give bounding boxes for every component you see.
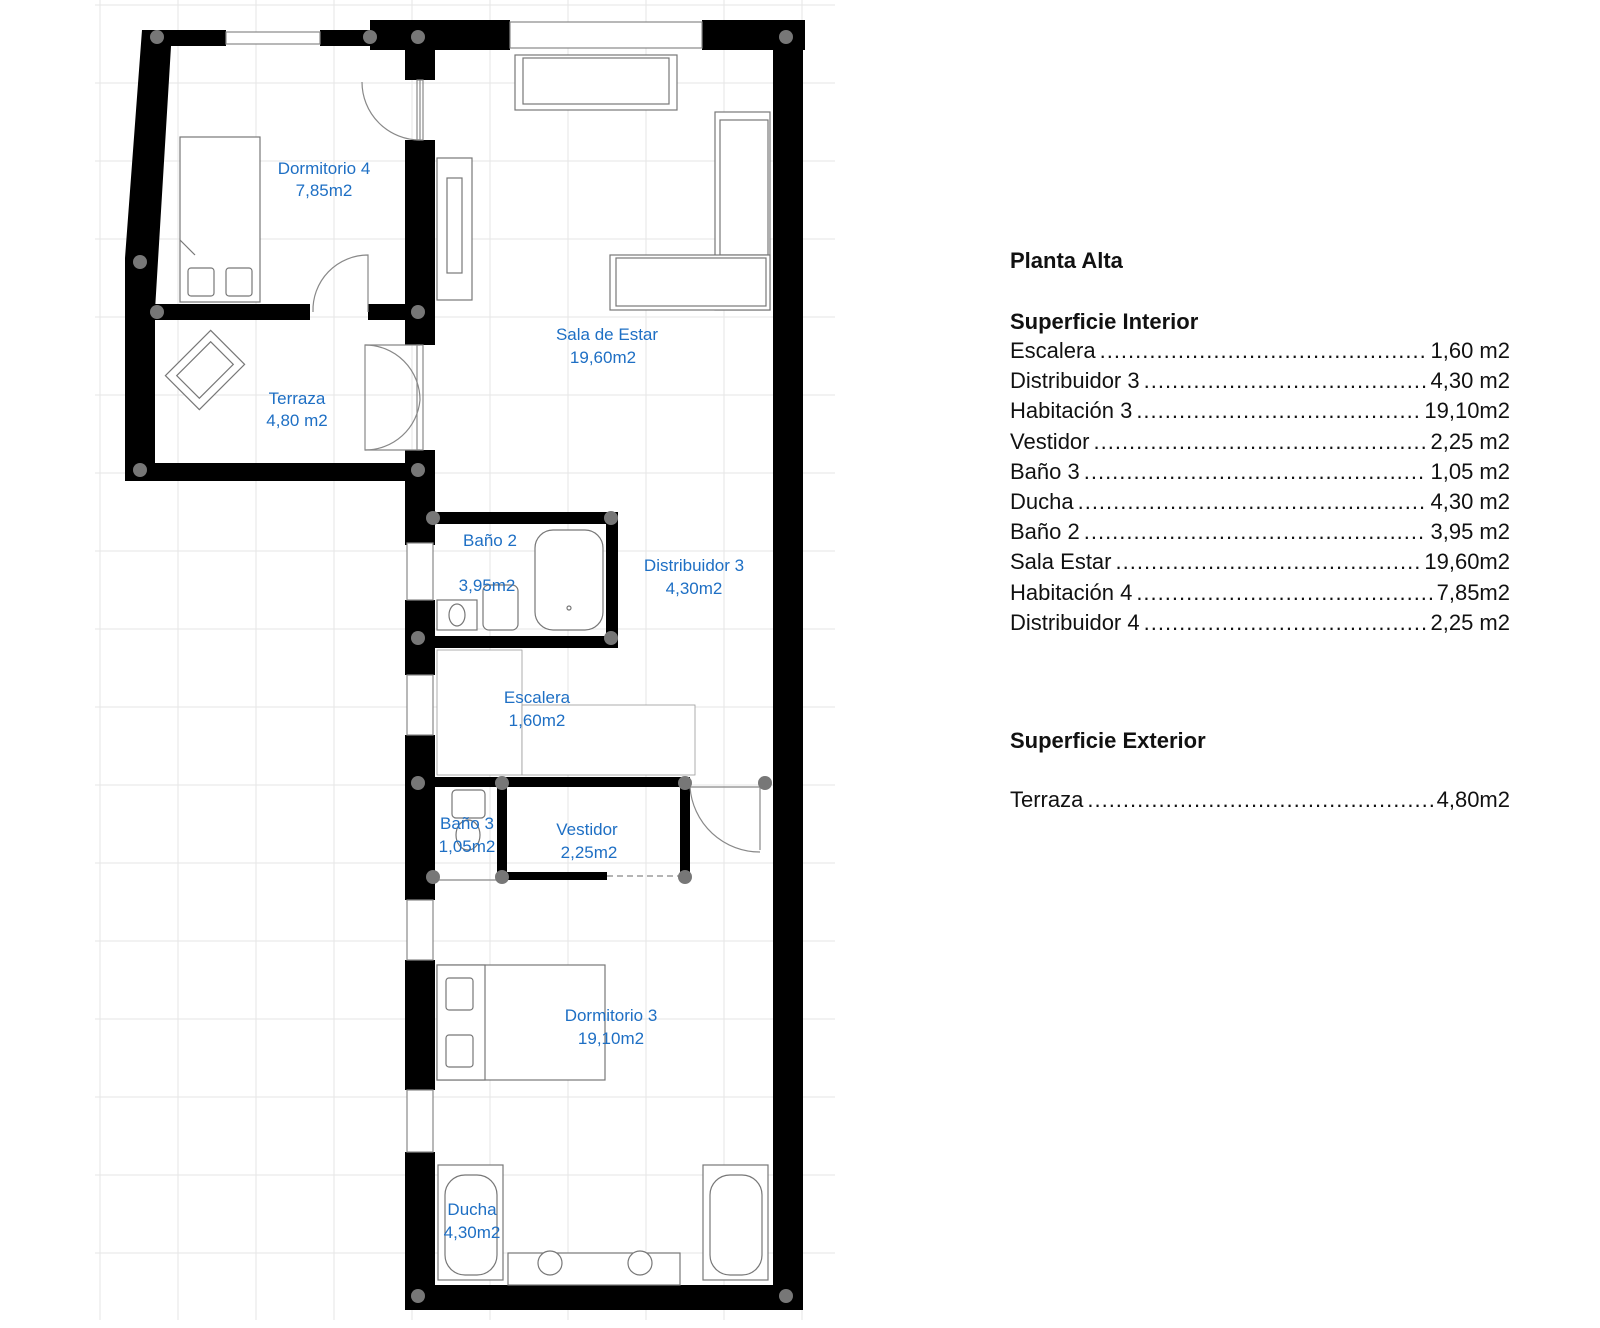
legend-row (1010, 457, 1510, 487)
legend-row (1010, 396, 1510, 426)
corner-marker (426, 870, 440, 884)
area-legend (1010, 247, 1510, 815)
legend-row (1010, 517, 1510, 547)
legend-row (1010, 366, 1510, 396)
legend-row (1010, 608, 1510, 638)
legend-leader-dots (1094, 427, 1427, 457)
corner-marker (411, 776, 425, 790)
wall-east-main (773, 20, 803, 1310)
wall-west-segment-1 (405, 20, 435, 80)
legend-room-name: Distribuidor 3 (1010, 368, 1140, 394)
legend-row (1010, 785, 1510, 815)
wall-bano-2-north (435, 512, 617, 524)
wall-west-terraza (125, 258, 155, 478)
wall-bano-2-east (606, 512, 618, 648)
corner-marker (678, 870, 692, 884)
corner-marker (411, 305, 425, 319)
label-sala-de-estar: Sala de Estar 19,60m2 (555, 325, 659, 367)
legend-room-area: 7,85m2 (1436, 579, 1510, 605)
legend-leader-dots (1136, 578, 1432, 608)
wall-vestidor-east (680, 777, 690, 877)
legend-room-name: Terraza (1010, 787, 1084, 813)
legend-leader-dots (1087, 785, 1432, 815)
legend-room-area: 1,60 m2 (1430, 338, 1510, 363)
corner-marker (133, 463, 147, 477)
exterior-section (1010, 727, 1510, 815)
staircase (437, 650, 695, 775)
legend-leader-dots (1100, 336, 1427, 366)
label-dormitorio-3: Dormitorio 3 19,10m2 (564, 1006, 658, 1048)
label-bano-2: Baño 2 3,95m2 (458, 531, 517, 595)
wall-west-segment-7 (405, 1152, 435, 1310)
corner-marker (678, 776, 692, 790)
wall-north-main-a (370, 20, 510, 50)
wall-divider-dormitorio-terraza-b (368, 304, 408, 320)
legend-leader-dots (1136, 396, 1420, 426)
legend-leader-dots (1084, 517, 1427, 547)
corner-marker (363, 30, 377, 44)
wall-bano-3-divider (497, 777, 507, 877)
corner-marker (779, 30, 793, 44)
corner-marker (411, 463, 425, 477)
legend-leader-dots (1116, 547, 1421, 577)
interior-section (1010, 308, 1510, 638)
legend-room-area: 4,80m2 (1436, 787, 1510, 813)
corner-marker (604, 631, 618, 645)
legend-row (1010, 487, 1510, 517)
legend-room-name: Baño 3 (1010, 458, 1080, 484)
legend-room-area: 4,30 m2 (1430, 368, 1510, 394)
legend-room-area: 1,05 m2 (1430, 458, 1510, 484)
corner-marker (411, 631, 425, 645)
corner-marker (411, 1289, 425, 1303)
legend-room-name: Escalera (1010, 338, 1096, 363)
label-bano-3: Baño 3 1,05m2 (438, 814, 496, 856)
exterior-heading: Superficie Exterior (1010, 728, 1206, 754)
legend-room-area: 4,30 m2 (1430, 489, 1510, 515)
legend-leader-dots (1144, 608, 1427, 638)
legend-room-area: 2,25 m2 (1430, 609, 1510, 635)
label-ducha: Ducha 4,30m2 (443, 1200, 501, 1242)
legend-room-name: Distribuidor 4 (1010, 609, 1140, 635)
legend-row (1010, 427, 1510, 457)
legend-row (1010, 547, 1510, 577)
legend-row (1010, 578, 1510, 608)
corner-marker (779, 1289, 793, 1303)
bathtub-bano-2 (535, 530, 603, 630)
corner-marker (150, 305, 164, 319)
label-terraza: Terraza 4,80 m2 (266, 389, 328, 430)
legend-room-name: Vestidor (1010, 428, 1090, 454)
corner-marker (133, 255, 147, 269)
corner-marker (150, 30, 164, 44)
wall-divider-dormitorio-terraza-a (155, 304, 310, 320)
legend-room-name: Sala Estar (1010, 549, 1112, 575)
legend-title: Planta Alta (1010, 248, 1123, 273)
legend-leader-dots (1078, 487, 1427, 517)
legend-leader-dots (1084, 457, 1427, 487)
double-sink (508, 1253, 680, 1285)
wall-south-main (405, 1285, 803, 1310)
label-dormitorio-4: Dormitorio 4 7,85m2 (277, 159, 371, 200)
legend-room-area: 19,10m2 (1424, 398, 1510, 424)
label-distribuidor-3: Distribuidor 3 4,30m2 (643, 556, 745, 598)
label-vestidor: Vestidor 2,25m2 (556, 820, 618, 862)
legend-room-area: 2,25 m2 (1430, 428, 1510, 454)
wall-west-segment-6 (405, 960, 435, 1090)
legend-room-name: Habitación 3 (1010, 398, 1133, 424)
legend-leader-dots (1144, 366, 1427, 396)
label-escalera: Escalera 1,60m2 (503, 688, 571, 730)
wall-vestidor-north (435, 777, 687, 787)
wall-vestidor-south (497, 872, 607, 880)
corner-marker (495, 870, 509, 884)
legend-room-area: 3,95 m2 (1430, 519, 1510, 545)
legend-room-name: Habitación 4 (1010, 579, 1133, 605)
wall-south-terraza (125, 463, 420, 481)
corner-marker (495, 776, 509, 790)
corner-marker (758, 776, 772, 790)
legend-room-name: Ducha (1010, 489, 1074, 515)
legend-room-area: 19,60m2 (1424, 549, 1510, 575)
legend-row (1010, 336, 1510, 366)
corner-marker (604, 511, 618, 525)
corner-marker (411, 30, 425, 44)
armchair (165, 330, 244, 409)
corner-marker (426, 511, 440, 525)
wall-north-dormitorio-4-b (320, 30, 370, 46)
interior-heading: Superficie Interior (1010, 309, 1199, 334)
legend-room-name: Baño 2 (1010, 519, 1080, 545)
wall-bano-2-south (435, 636, 618, 648)
